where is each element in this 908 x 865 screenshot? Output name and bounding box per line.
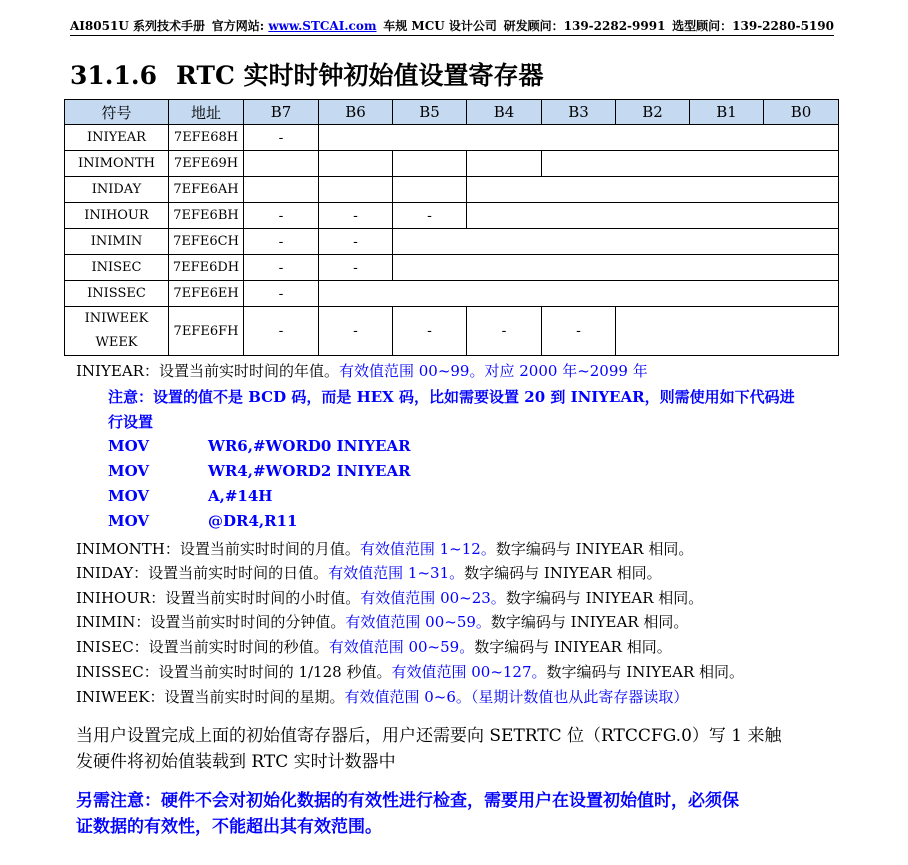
table-row	[65, 229, 839, 255]
bit-field	[542, 151, 839, 177]
bit-cell: -	[319, 255, 393, 281]
desc-range: 有效值范围 00~127。	[391, 663, 547, 681]
inissec-desc	[76, 661, 744, 682]
header-cell: B1	[690, 100, 764, 125]
register-table	[64, 99, 839, 356]
register-name-line: INIWEEK	[84, 311, 149, 326]
bit-field	[393, 255, 839, 281]
iniweek-desc	[76, 686, 688, 707]
header-cell: 符号	[65, 100, 169, 125]
register-name: INIYEAR	[65, 125, 169, 151]
bit-cell	[467, 151, 542, 177]
desc-encoding: 数字编码与 INIYEAR 相同。	[464, 564, 662, 582]
register-name	[65, 307, 169, 356]
header-cell: B5	[393, 100, 467, 125]
section-title	[70, 56, 544, 92]
register-address: 7EFE6FH	[169, 307, 244, 356]
inisec-desc	[76, 636, 672, 657]
bit-cell: -	[542, 307, 616, 356]
table-row	[65, 177, 839, 203]
rd-consultant: 研发顾问：139-2282-9991	[503, 19, 666, 33]
iniyear-desc-text: INIYEAR：设置当前实时时间的年值。	[76, 362, 339, 380]
bit-field	[319, 281, 839, 307]
official-site	[212, 17, 377, 34]
desc-encoding: 数字编码与 INIYEAR 相同。	[505, 589, 704, 607]
code-arg: WR4,#WORD2 INIYEAR	[208, 462, 411, 480]
table-row	[65, 125, 839, 151]
code-op: MOV	[108, 487, 150, 505]
header-cell: 地址	[169, 100, 244, 125]
register-name: INISEC	[65, 255, 169, 281]
desc-text: INIMONTH：设置当前实时时间的月值。	[76, 540, 360, 558]
note-line-1: 注意：设置的值不是 BCD 码，而是 HEX 码，比如需要设置 20 到 INIYEAR，则需使用如下代码进	[108, 388, 795, 406]
company-tagline: 车规 MCU 设计公司	[383, 19, 497, 33]
setrtc-paragraph-line-2: 发硬件将初始值装载到 RTC 实时计数器中	[76, 752, 396, 772]
iniyear-desc	[76, 360, 648, 381]
code-arg: @DR4,R11	[208, 512, 298, 530]
bit-cell: -	[244, 229, 319, 255]
manual-title: AI8051U 系列技术手册	[70, 19, 205, 33]
section-title-text: RTC 实时时钟初始值设置寄存器	[176, 61, 544, 90]
desc-text: INIWEEK：设置当前实时时间的星期。	[76, 688, 345, 706]
bit-cell: -	[319, 229, 393, 255]
iniyear-range: 有效值范围 00~99。对应 2000 年~2099 年	[338, 362, 648, 380]
header-cell: B7	[244, 100, 319, 125]
desc-encoding: 数字编码与 INIYEAR 相同。	[546, 663, 745, 681]
bit-cell: -	[467, 307, 542, 356]
table-row	[65, 281, 839, 307]
register-name-line: WEEK	[95, 335, 138, 350]
header-cell: B0	[764, 100, 839, 125]
inimin-desc	[76, 611, 688, 632]
bit-cell	[393, 151, 467, 177]
note-line-2: 行设置	[108, 413, 154, 431]
desc-range: 有效值范围 00~59。	[328, 638, 475, 656]
header-cell: B4	[467, 100, 542, 125]
bit-field	[393, 229, 839, 255]
bit-cell: -	[244, 203, 319, 229]
setrtc-paragraph-line-1: 当用户设置完成上面的初始值寄存器后，用户还需要向 SETRTC 位（RTCCFG.0）写 1 来触	[76, 726, 782, 746]
desc-encoding: 数字编码与 INIYEAR 相同。	[490, 613, 689, 631]
header-cell: B2	[616, 100, 690, 125]
table-row	[65, 151, 839, 177]
register-address: 7EFE6BH	[169, 203, 244, 229]
bit-cell: -	[393, 307, 467, 356]
header-cell: B6	[319, 100, 393, 125]
register-address: 7EFE6EH	[169, 281, 244, 307]
desc-range: 有效值范围 1~12。	[359, 540, 496, 558]
desc-text: INIDAY：设置当前实时时间的日值。	[76, 564, 329, 582]
selection-consultant: 选型顾问：139-2280-5190	[672, 19, 834, 33]
bit-field	[467, 177, 839, 203]
register-address: 7EFE68H	[169, 125, 244, 151]
table-row	[65, 203, 839, 229]
register-name: INISSEC	[65, 281, 169, 307]
desc-range: 有效值范围 00~59。	[345, 613, 491, 631]
desc-text: INISSEC：设置当前实时时间的 1/128 秒值。	[76, 663, 392, 681]
code-op: MOV	[108, 437, 150, 455]
table-header-row	[65, 100, 839, 125]
register-name: INIMONTH	[65, 151, 169, 177]
bit-cell: -	[244, 307, 319, 356]
code-arg: WR6,#WORD0 INIYEAR	[208, 437, 411, 455]
bit-field	[467, 203, 839, 229]
register-name: INIMIN	[65, 229, 169, 255]
bit-field	[319, 125, 839, 151]
bit-cell	[393, 177, 467, 203]
table-row	[65, 255, 839, 281]
desc-range: 有效值范围 00~23。	[360, 589, 506, 607]
bit-cell: -	[244, 255, 319, 281]
bit-field	[616, 307, 839, 356]
desc-text: INIHOUR：设置当前实时时间的小时值。	[76, 589, 361, 607]
inimonth-desc	[76, 538, 693, 559]
code-op: MOV	[108, 462, 150, 480]
table-row	[65, 307, 839, 356]
header-cell: B3	[542, 100, 616, 125]
bit-cell: -	[244, 281, 319, 307]
bit-cell	[244, 151, 319, 177]
section-number: 31.1.6	[70, 61, 157, 90]
bit-cell: -	[319, 203, 393, 229]
page-header	[70, 16, 834, 36]
desc-encoding: 数字编码与 INIYEAR 相同。	[474, 638, 672, 656]
bit-cell	[319, 177, 393, 203]
register-name: INIDAY	[65, 177, 169, 203]
desc-text: INIMIN：设置当前实时时间的分钟值。	[76, 613, 346, 631]
bit-cell: -	[393, 203, 467, 229]
code-op: MOV	[108, 512, 150, 530]
desc-encoding: 数字编码与 INIYEAR 相同。	[495, 540, 694, 558]
bit-cell: -	[244, 125, 319, 151]
desc-range: 有效值范围 0~6。（星期计数值也从此寄存器读取）	[344, 688, 689, 706]
register-address: 7EFE6AH	[169, 177, 244, 203]
warning-line-1: 另需注意：硬件不会对初始化数据的有效性进行检查，需要用户在设置初始值时，必须保	[76, 791, 739, 811]
bit-cell	[244, 177, 319, 203]
site-label: 官方网站:	[211, 19, 265, 33]
iniday-desc	[76, 562, 662, 583]
register-name: INIHOUR	[65, 203, 169, 229]
desc-range: 有效值范围 1~31。	[328, 564, 465, 582]
register-address: 7EFE6CH	[169, 229, 244, 255]
bit-cell: -	[319, 307, 393, 356]
desc-text: INISEC：设置当前实时时间的秒值。	[76, 638, 329, 656]
warning-line-2: 证数据的有效性，不能超出其有效范围。	[76, 817, 382, 837]
bit-cell	[319, 151, 393, 177]
inihour-desc	[76, 587, 703, 608]
register-address: 7EFE6DH	[169, 255, 244, 281]
site-link[interactable]: www.STCAI.com	[268, 19, 377, 33]
code-arg: A,#14H	[208, 487, 273, 505]
register-address: 7EFE69H	[169, 151, 244, 177]
